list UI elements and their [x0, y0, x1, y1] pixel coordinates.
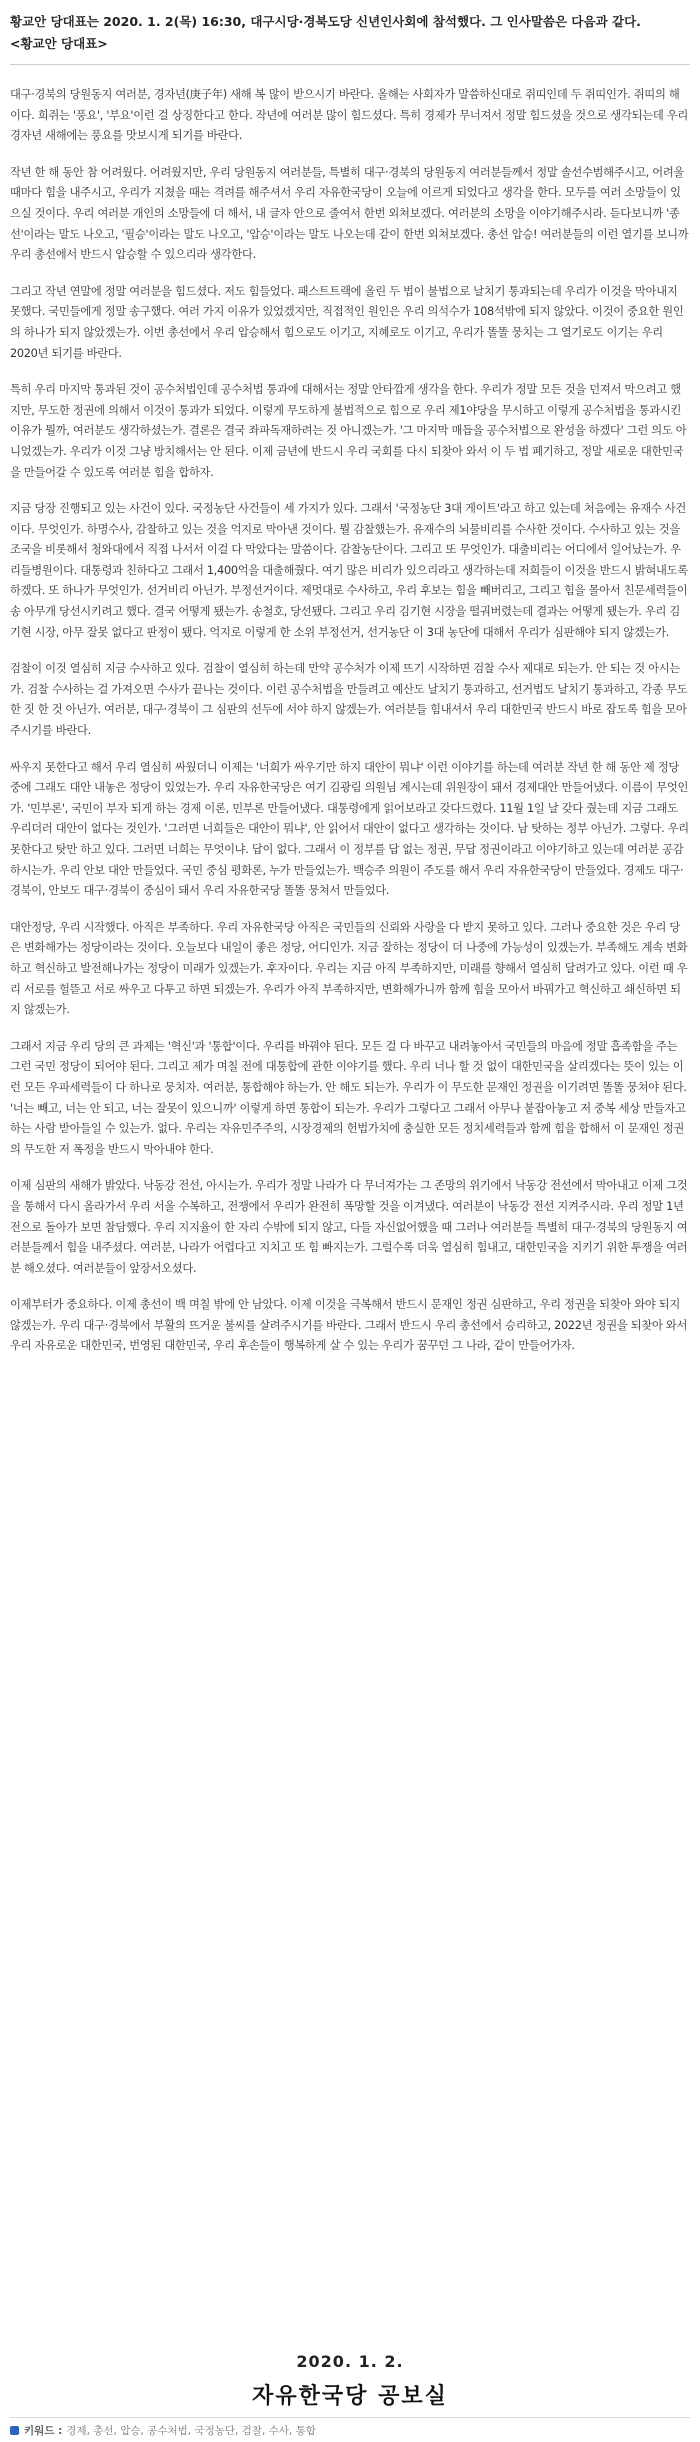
keywords-label: 키워드 : — [24, 2424, 63, 2437]
article-body — [10, 10, 690, 1357]
paragraph: 그리고 작년 연말에 정말 여러분을 힘드셨다. 저도 힘들었다. 패스트트랙에 올린 두 법이 불법으로 날치기 통과되는데 우리가 이것을 막아내지 못했다. 국민들에게 정말 송구했다. 여러 가지 이유가 있었겠지만, 직접적인 원인은 우리 의석수가 108석밖에 되지 않았다. 이것이 중요한 원인의 하나가 되지 않았겠는가. 이번 총선에서 우리 압승해서 힘으로도 이기고, 지혜로도 이기고, 우리가 똘똘 뭉치는 그 열기로도 이기는 우리 2020년 되기를 바란다. — [10, 284, 684, 360]
paragraph: 특히 우리 마지막 통과된 것이 공수처법인데 공수처법 통과에 대해서는 정말 안타깝게 생각을 한다. 우리가 정말 모든 것을 던져서 막으려고 했지만, 무도한 정권에 의해서 이것이 통과가 되었다. 이렇게 무도하게 불법적으로 힘으로 우리 제1야당을 무시하고 이렇게 공수처법을 통과시킨 이유가 뭘까, 여러분도 생각하셨는가. 결론은 결국 좌파독재하려는 것 아니겠는가. '그 마지막 매듭을 공수처법으로 완성을 하겠다' 그런 의도 아니었겠는가. 우리가 이것 그냥 방치해서는 안 된다. 이제 금년에 반드시 우리 국회를 다시 되찾아 와서 이 두 법 폐기하고, 정말 새로운 대한민국을 만들어갈 수 있도록 여러분 힘을 합하자. — [10, 383, 687, 479]
paragraph: 그래서 지금 우리 당의 큰 과제는 '혁신'과 '통합'이다. 우리를 바꿔야 된다. 모든 걸 다 바꾸고 내려놓아서 국민들의 마음에 정말 흡족함을 주는 그런 국민 정당이 되어야 된다. 그리고 제가 며칠 전에 대통합에 관한 이야기를 했다. 우리 너나 할 것 없이 대한민국을 살리겠다는 뜻이 있는 이런 모든 우파세력들이 다 하나로 뭉치자. 여러분, 통합해야 하는가. 안 해도 되는가. 우리가 이 무도한 문재인 정권을 이기려면 똘똘 뭉쳐야 된다. '너는 빼고, 너는 안 되고, 너는 잘못이 있으니까' 이렇게 하면 통합이 되는가. 우리가 그렇다고 그래서 아무나 붙잡아놓고 저 중복 세상 만들자고 하는 사람 받아들일 수 있는가. 없다. 우리는 자유민주주의, 시장경제의 헌법가치에 충실한 모든 정치세력들과 함께 힘을 합해서 이 문재인 정권의 무도한 저 폭정을 반드시 막아내야 한다. — [10, 1039, 687, 1156]
lead-text: 황교안 당대표는 2020. 1. 2(목) 16:30, 대구시당·경북도당 신년인사회에 참석했다. 그 인사말씀은 다음과 같다. — [10, 14, 641, 29]
paragraph: 이제 심판의 새해가 밝았다. 낙동강 전선, 아시는가. 우리가 정말 나라가 다 무너져가는 그 존망의 위기에서 낙동강 전선에서 막아내고 이제 그것을 통해서 다시 올라가서 우리 서울 수복하고, 전쟁에서 우리가 완전히 폭망할 것을 이겨냈다. 여러분이 낙동강 전선 지켜주시라. 우리 정말 1년 전으로 돌아가 보면 참담했다. 우리 지지율이 한 자리 수밖에 되지 않고, 다들 자신없어했을 때 그러나 여러분들 특별히 대구·경북의 당원동지 여러분들께서 힘을 내주셨다. 여러분, 나라가 어렵다고 지치고 또 힘 빠지는가. 그럴수록 더욱 열심히 힘내고, 대한민국을 지키기 위한 투쟁을 여러분 해오셨다. 여러분들이 앞장서오셨다. — [10, 1179, 688, 1275]
release-date: 2020. 1. 2. — [296, 2352, 404, 2371]
speaker-heading — [10, 33, 690, 65]
signature: 자유한국당 공보실 — [252, 2384, 448, 2409]
heading-divider — [10, 64, 690, 65]
paragraph: 대구·경북의 당원동지 여러분, 경자년(庚子年) 새해 복 많이 받으시기 바란다. 올해는 사회자가 말씀하신대로 쥐띠인데 두 쥐띠인가. 쥐띠의 해이다. 희쥐는 '풍요', '부요'이런 걸 상징한다고 한다. 작년에 여러분 많이 힘드셨다. 특히 경제가 무너져서 정말 힘드셨을 것으로 생각되는데 우리 경자년 새해에는 풍요를 맛보시게 되기를 바란다. — [10, 88, 688, 143]
paragraph: 지금 당장 진행되고 있는 사건이 있다. 국정농단 사건들이 세 가지가 있다. 그래서 '국정농단 3대 게이트'라고 하고 있는데 처음에는 유재수 사건이다. 무엇인가. 하명수사, 감찰하고 있는 것을 억지로 막아낸 것이다. 뭘 감찰했는가. 유재수의 뇌물비리를 수사한 것이다. 수사하고 있는 것을 조국을 비롯해서 청와대에서 직접 나서서 이걸 다 막았다는 말씀이다. 감찰농단이다. 그리고 또 무엇인가. 대출비리는 어디에서 일어났는가. 우리들병원이다. 대통령과 친하다고 그래서 1,400억을 대출해줬다. 여기 많은 비리가 있으리라고 생각하는데 저희들이 이것을 반드시 밝혀내도록 하겠다. 또 하나가 무엇인가. 선거비리 아닌가. 부정선거이다. 제멋대로 수사하고, 우리 후보는 힘을 빼버리고, 그리고 힘을 몰아서 친문세력들이 송 아무개 당선시키려고 했다. 결국 어떻게 됐는가. 송철호, 당선됐다. 그리고 우리 김기현 시장을 떨궈버렸는데 결과는 어떻게 됐는가. 우리 김기현 시장, 아무 잘못 없다고 판정이 됐다. 억지로 이렇게 한 소위 부정선거, 선거농단 이 3대 농단에 대해서 우리가 심판해야 되지 않겠는가. — [10, 502, 688, 639]
keywords-bar — [10, 2417, 690, 2442]
paragraph: 작년 한 해 동안 참 어려웠다. 어려웠지만, 우리 당원동지 여러분들, 특별히 대구·경북의 당원동지 여러분들께서 정말 솔선수범해주시고, 어려울 때마다 힘을 내주시고, 우리가 지쳤을 때는 격려를 해주셔서 우리 자유한국당이 오늘에 이르게 되었다고 생각을 한다. 모두를 여러 소망들이 있으실 것이다. 우리 여러분 개인의 소망들에 더 해서, 내 글자 안으로 줄여서 한번 외쳐보겠다. 여러분의 소망을 이야기해주시라. 듣다보니까 '종선'이라는 말도 나오고, '필승'이라는 말도 나오고, '압승'이라는 말도 나오는데 같이 한번 외쳐보겠다. 총선 압승! 여러분들의 이런 열기를 보니까 우리 총선에서 반드시 압승할 수 있으리라 생각한다. — [10, 165, 689, 262]
paragraph: 이제부터가 중요하다. 이제 총선이 백 며칠 밖에 안 남았다. 이제 이것을 극복해서 반드시 문재인 정권 심판하고, 우리 정권을 되찾아 와야 되지 않겠는가. 우리 대구·경북에서 부활의 뜨거운 불씨를 살려주시기를 바란다. 그래서 반드시 우리 총선에서 승리하고, 2022년 정권을 되찾아 와서 우리 자유로운 대한민국, 번영된 대한민국, 우리 후손들이 행복하게 살 수 있는 우리가 꿈꾸던 그 나라, 같이 만들어가자. — [10, 1298, 688, 1353]
tag-icon — [10, 2426, 19, 2435]
paragraph: 싸우지 못한다고 해서 우리 열심히 싸웠더니 이제는 '너희가 싸우기만 하지 대안이 뭐냐' 이런 이야기를 하는데 여러분 작년 한 해 동안 제 정당 중에 그래도 대안 내놓은 정당이 있었는가. 우리 자유한국당은 여기 김광림 의원님 계시는데 위원장이 돼서 경제대안 만들어냈다. 이름이 무엇인가. '민부론', 국민이 부자 되게 하는 경제 이론, 민부론 만들어냈다. 대통령에게 읽어보라고 갖다드렸다. 11월 1일 날 갖다 줬는데 지금 그래도 우리더러 대안이 없다는 것인가. '그러면 너희들은 대안이 뭐냐', 안 읽어서 대안이 없다고 생각하는 것이다. 남 탓하는 정부 아닌가. 그렇다. 우리 못한다고 탓만 하고 있다. 그러면 너희는 무엇이냐. 답이 없다. 그래서 이 정부를 답 없는 정권, 무답 정권이라고 이야기하고 있는데 여러분 공감하시는가. 우리 안보 대안 만들었다. 국민 중심 평화론, 누가 만들었는가. 백승주 의원이 주도를 해서 우리 자유한국당이 만들었다. 경제도 대구·경북이, 안보도 대구·경북이 중심이 돼서 우리 자유한국당 똘똘 뭉쳐서 만들었다. — [10, 760, 689, 898]
speaker-heading-text: <황교안 당대표> — [10, 36, 108, 51]
paragraph: 대안정당, 우리 시작했다. 아직은 부족하다. 우리 자유한국당 아직은 국민들의 신뢰와 사랑을 다 받지 못하고 있다. 그러나 중요한 것은 우리 당은 변화해가는 정당이라는 것이다. 오늘보다 내일이 좋은 정당, 어디인가. 지금 잘하는 정당이 더 나중에 가능성이 있겠는가. 부족해도 계속 변화하고 혁신하고 발전해나가는 정당이 미래가 있겠는가. 후자이다. 우리는 지금 아직 부족하지만, 미래를 향해서 열심히 달려가고 있다. 이런 때 우리 서로를 헐뜯고 서로 싸우고 다투고 하면 되겠는가. 우리가 아직 부족하지만, 변화해가니까 함께 힘을 모아서 바꿔가고 혁신하고 쇄신하면 되지 않겠는가. — [10, 920, 688, 1017]
paragraph: 검찰이 이것 열심히 지금 수사하고 있다. 검찰이 열심히 하는데 만약 공수처가 이제 뜨기 시작하면 검찰 수사 제대로 되는가. 안 되는 것 아시는가. 검찰 수사하는 걸 가져오면 수사가 끝나는 것이다. 이런 공수처법을 만들려고 예산도 날치기 통과하고, 선거법도 날치기 통과하고, 각종 무도한 짓 한 것 아닌가. 여러분, 대구·경북이 그 심판의 선두에 서야 하지 않겠는가. 여러분들 힘내셔서 우리 대한민국 반드시 바로 잡도록 힘을 모아주시기를 바란다. — [10, 662, 688, 738]
keywords-list: 경제, 총선, 압승, 공수처법, 국정농단, 검찰, 수사, 통합 — [66, 2424, 316, 2437]
